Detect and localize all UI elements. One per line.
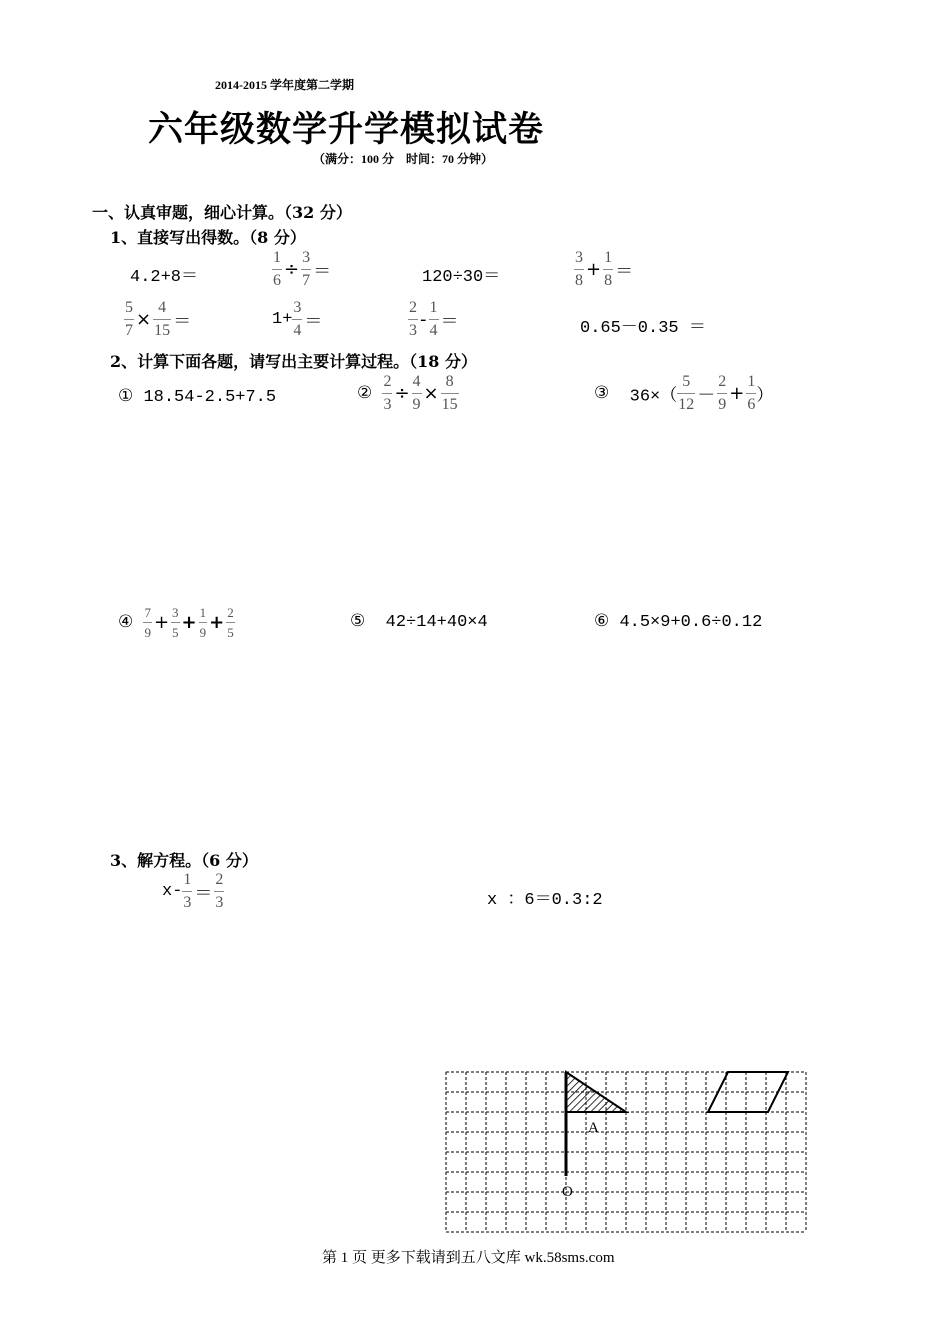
page-footer: 第 1 页 更多下载请到五八文库 wk.58sms.com <box>322 1250 615 1266</box>
calc-1: ① 18.54-2.5+7.5 <box>118 388 277 407</box>
problem-1: 4.2+8＝ <box>130 268 199 287</box>
part2-heading: 2、计算下面各题，请写出主要计算过程。（18 分） <box>110 352 477 371</box>
problem-8: 0.65－0.35 ＝ <box>580 319 706 338</box>
section-heading: 一、认真审题，细心计算。（32 分） <box>92 203 352 222</box>
calc-2: ② $\frac{2}{3}$ ÷ $\frac{4}{9}$ × $\frac{8}{15}$ <box>357 373 458 413</box>
part3-heading: 3、解方程。（6 分） <box>110 851 258 870</box>
part1-heading: 1、直接写出得数。（8 分） <box>110 228 306 247</box>
problem-3: 120÷30＝ <box>422 268 501 287</box>
problem-6: 1+ $\frac{3}{4}$ ＝ <box>272 299 323 339</box>
equation-2: x ：6＝0.3:2 <box>487 891 603 910</box>
problem-4: $\frac{3}{8}$ + $\frac{1}{8}$ ＝ <box>575 249 634 289</box>
grid-figure <box>440 1064 816 1240</box>
calc-6: ⑥ 4.5×9+0.6÷0.12 <box>594 613 763 632</box>
page-title: 六年级数学升学模拟试卷 <box>148 109 545 150</box>
calc-5: ⑤ 42÷14+40×4 <box>350 613 488 632</box>
point-a-label: A <box>588 1120 599 1136</box>
point-o-label: O <box>562 1184 573 1200</box>
grid-lines <box>446 1072 806 1232</box>
problem-2: $\frac{1}{6}$ ÷ $\frac{3}{7}$ ＝ <box>273 249 332 289</box>
calc-4: ④ $\frac{7}{9}$ + $\frac{3}{5}$ + $\frac{1}{9}$ + $\frac{2}{5}$ <box>118 605 234 640</box>
calc-3: ③ 36×（ $\frac{5}{12}$ － $\frac{2}{9}$ + $\frac{1}{6}$ ） <box>594 373 774 413</box>
problem-7: $\frac{2}{3}$ - $\frac{1}{4}$ ＝ <box>409 299 459 339</box>
term-label: 2014-2015 学年度第二学期 <box>215 78 354 92</box>
equation-1: x- $\frac{1}{3}$ ＝ $\frac{2}{3}$ <box>162 871 224 911</box>
problem-5: $\frac{5}{7}$ × $\frac{4}{15}$ ＝ <box>125 299 192 339</box>
exam-meta: （满分：100 分 时间：70 分钟） <box>313 152 494 166</box>
